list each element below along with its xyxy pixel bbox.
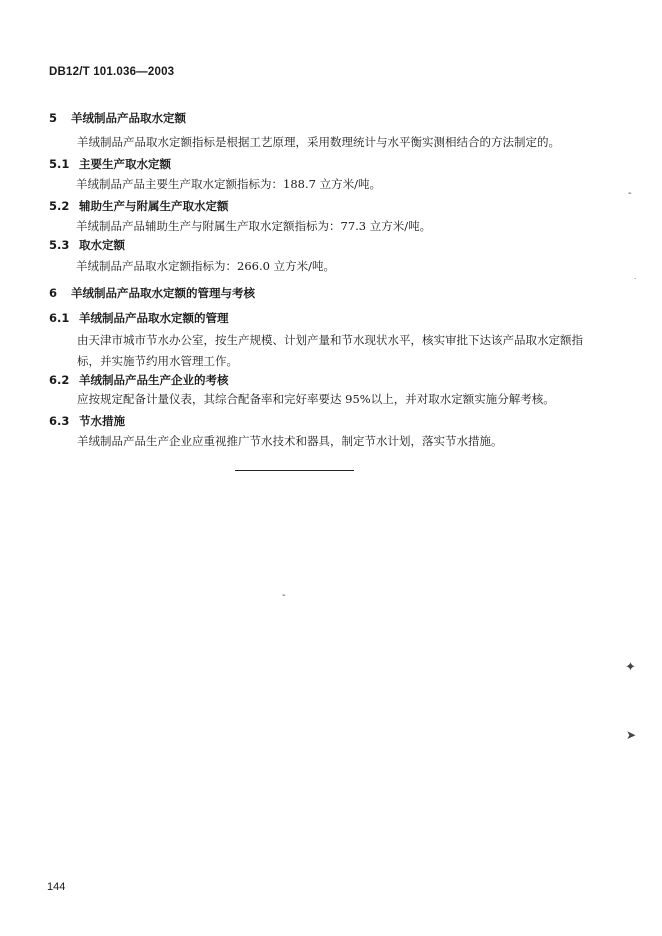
section-6-2-heading <box>49 372 229 388</box>
section-title: 辅助生产与附属生产取水定额 <box>79 199 229 213</box>
section-number: 6.2 <box>49 373 70 387</box>
scan-mark-dot-icon: · <box>634 275 637 283</box>
section-title: 羊绒制品产品取水定额的管理与考核 <box>71 286 255 300</box>
section-5-3-heading <box>49 237 125 253</box>
section-5-2-heading <box>49 198 229 214</box>
end-rule <box>235 470 354 471</box>
section-number: 6.3 <box>49 414 70 428</box>
section-number: 6.1 <box>49 311 70 325</box>
section-title: 羊绒制品产品取水定额 <box>71 111 186 125</box>
section-6-3-heading <box>49 413 125 429</box>
section-number: 6 <box>49 286 58 300</box>
section-5-1-text: 羊绒制品产品主要生产取水定额指标为：188.7 立方米/吨。 <box>76 177 381 191</box>
scan-mark-dash-icon: - <box>628 188 632 199</box>
section-title: 主要生产取水定额 <box>79 157 171 171</box>
document-code: DB12/T 101.036—2003 <box>49 66 175 78</box>
section-title: 节水措施 <box>79 414 125 428</box>
section-title: 羊绒制品产品取水定额的管理 <box>79 311 229 325</box>
scan-mark-dash-icon: - <box>282 590 286 601</box>
section-number: 5 <box>49 111 58 125</box>
scan-mark-cross-icon: ✦ <box>625 660 636 675</box>
section-number: 5.2 <box>49 199 70 213</box>
section-5-text: 羊绒制品产品取水定额指标是根据工艺原理，采用数理统计与水平衡实测相结合的方法制定的。 <box>77 135 560 149</box>
section-number: 5.1 <box>49 157 70 171</box>
section-number: 5.3 <box>49 238 70 252</box>
section-5-2-text: 羊绒制品产品辅助生产与附属生产取水定额指标为：77.3 立方米/吨。 <box>76 219 432 233</box>
section-6-2-text: 应按规定配备计量仪表，其综合配备率和完好率要达 95%以上，并对取水定额实施分解考核。 <box>77 392 555 406</box>
section-6-3-text: 羊绒制品产品生产企业应重视推广节水技术和器具，制定节水计划，落实节水措施。 <box>77 434 503 448</box>
section-title: 羊绒制品产品生产企业的考核 <box>79 373 229 387</box>
section-5-3-text: 羊绒制品产品取水定额指标为：266.0 立方米/吨。 <box>76 259 335 273</box>
section-title: 取水定额 <box>79 238 125 252</box>
scan-mark-arrow-icon: ➤ <box>626 728 637 742</box>
section-5-1-heading <box>49 156 171 172</box>
section-5-heading <box>49 110 186 126</box>
section-6-1-text: 由天津市城市节水办公室，按生产规模、计划产量和节水现状水平，核实审批下达该产品取水定额指标，并实施节约用水管理工作。 <box>77 333 583 368</box>
page-number: 144 <box>47 881 66 893</box>
section-6-heading <box>49 285 255 301</box>
section-6-1-heading <box>49 310 229 326</box>
